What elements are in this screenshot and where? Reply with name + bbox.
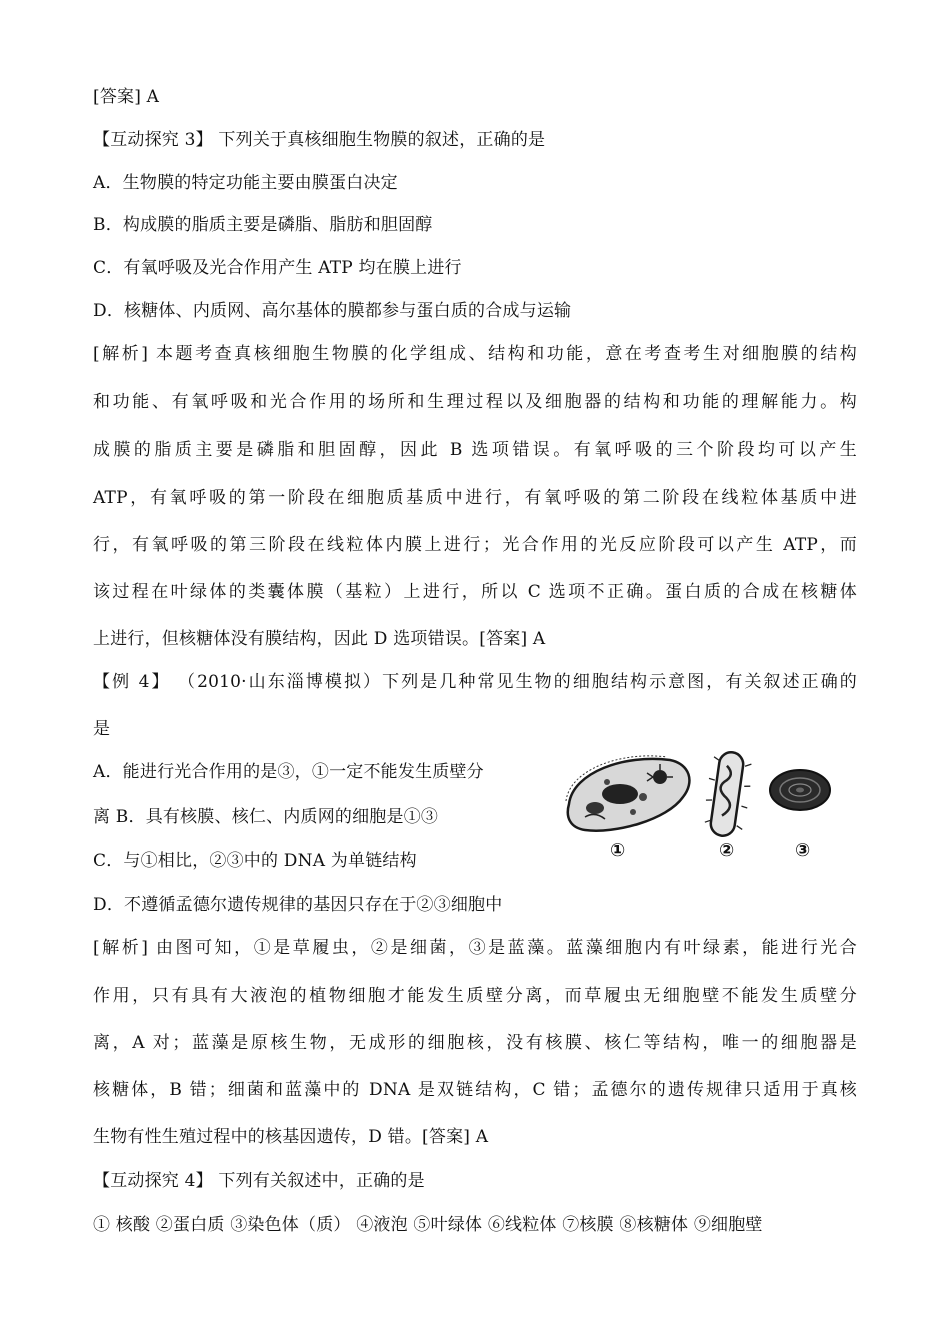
analysis-line: 行，有氧呼吸的第三阶段在线粒体内膜上进行；光合作用的光反应阶段可以产生 ATP，而 [93, 535, 857, 555]
analysis-line: 生物有性生殖过程中的核基因遗传，D 错。[答案] A [93, 1127, 489, 1147]
answer-line: [答案] A [93, 87, 160, 107]
option-b: 离 B．具有核膜、核仁、内质网的细胞是①③ [93, 807, 439, 827]
analysis-line: 成膜的脂质主要是磷脂和胆固醇，因此 B 选项错误。有氧呼吸的三个阶段均可以产生 [93, 440, 857, 460]
question-heading: 【互动探究 4】 下列有关叙述中，正确的是 [93, 1171, 425, 1191]
analysis-line: [解析] 由图可知，①是草履虫，②是细菌，③是蓝藻。蓝藻细胞内有叶绿素，能进行光合 [93, 938, 857, 958]
analysis-line: [解析] 本题考查真核细胞生物膜的化学组成、结构和功能，意在考查考生对细胞膜的结构 [93, 344, 857, 364]
paramecium-drawing [566, 756, 689, 831]
analysis-line: 作用，只有具有大液泡的植物细胞才能发生质壁分离，而草履虫无细胞壁不能发生质壁分 [93, 986, 857, 1006]
analysis-line: 核糖体，B 错；细菌和蓝藻中的 DNA 是双链结构，C 错；孟德尔的遗传规律只适用于真核 [93, 1080, 857, 1100]
analysis-line: 该过程在叶绿体的类囊体膜（基粒）上进行，所以 C 选项不正确。蛋白质的合成在核糖体 [93, 582, 857, 602]
option-c: C．与①相比，②③中的 DNA 为单链结构 [93, 851, 417, 871]
option-a: A．生物膜的特定功能主要由膜蛋白决定 [93, 173, 398, 193]
option-d: D．核糖体、内质网、高尔基体的膜都参与蛋白质的合成与运输 [93, 301, 572, 321]
cell-structure-figure [555, 742, 833, 870]
option-c: C．有氧呼吸及光合作用产生 ATP 均在膜上进行 [93, 258, 462, 278]
example-heading-cont: 是 [93, 719, 111, 739]
figure-label: ② [719, 840, 735, 861]
example-heading: 【例 4】 （2010·山东淄博模拟）下列是几种常见生物的细胞结构示意图，有关叙述正确的 [93, 672, 857, 692]
bacterium-drawing [703, 751, 754, 838]
analysis-line: 离，A 对；蓝藻是原核生物，无成形的细胞核，没有核膜、核仁等结构，唯一的细胞器是 [93, 1033, 857, 1053]
figure-label: ③ [795, 840, 811, 861]
option-b: B．构成膜的脂质主要是磷脂、脂肪和胆固醇 [93, 215, 433, 235]
option-a: A．能进行光合作用的是③，①一定不能发生质壁分 [93, 762, 484, 782]
analysis-line: 和功能、有氧呼吸和光合作用的场所和生理过程以及细胞器的结构和功能的理解能力。构 [93, 392, 857, 412]
item-list: ① 核酸 ②蛋白质 ③染色体（质） ④液泡 ⑤叶绿体 ⑥线粒体 ⑦核膜 ⑧核糖体 ⑨细胞壁 [93, 1215, 763, 1235]
figure-label: ① [610, 840, 626, 861]
cyanobacterium-drawing [770, 770, 830, 810]
analysis-line: ATP，有氧呼吸的第一阶段在细胞质基质中进行，有氧呼吸的第二阶段在线粒体基质中进 [93, 488, 857, 508]
question-heading: 【互动探究 3】 下列关于真核细胞生物膜的叙述，正确的是 [93, 130, 546, 150]
analysis-line: 上进行，但核糖体没有膜结构，因此 D 选项错误。[答案] A [93, 629, 546, 649]
option-d: D．不遵循孟德尔遗传规律的基因只存在于②③细胞中 [93, 895, 503, 915]
